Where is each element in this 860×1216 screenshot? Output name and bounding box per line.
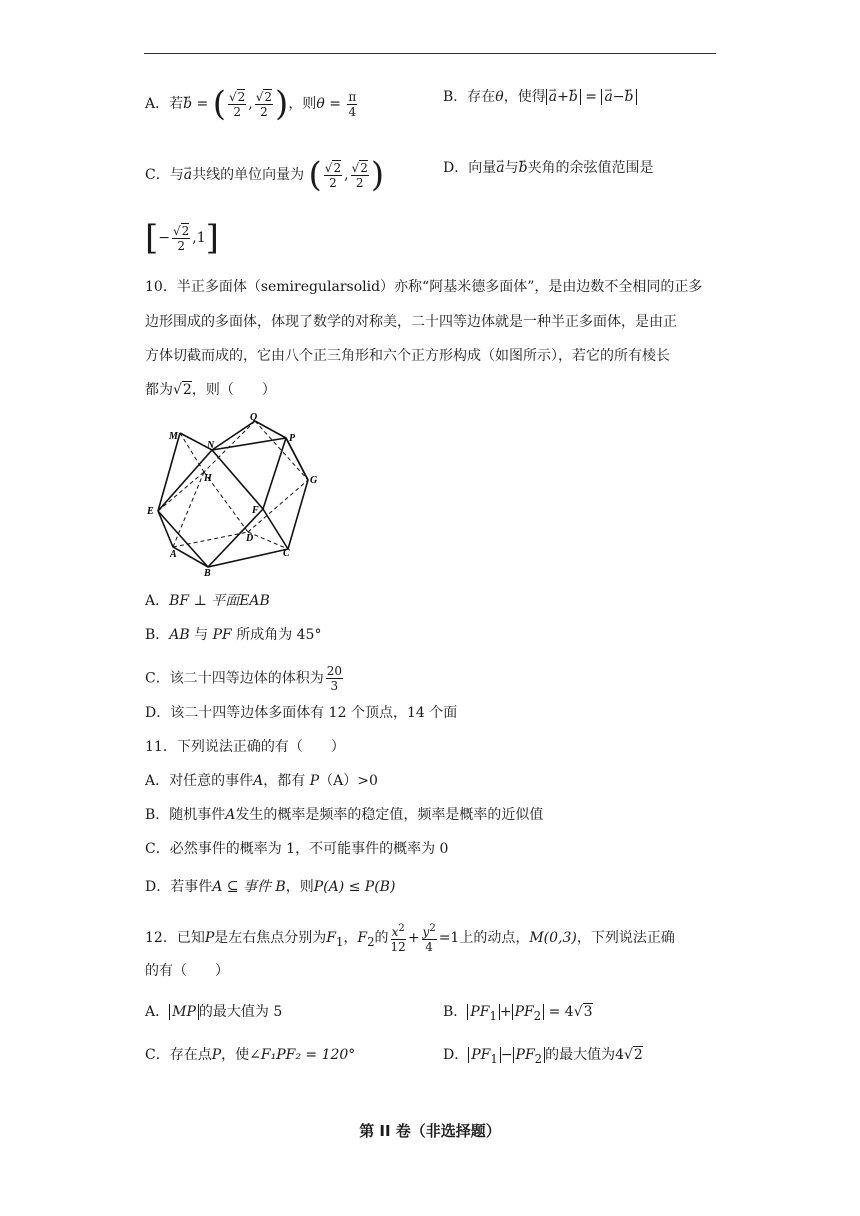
q10-option-b: B．AB 与 PF 所成角为 45° bbox=[145, 627, 322, 643]
q12-stem-line2: 的有（ ） bbox=[145, 963, 229, 979]
q9-option-d-range: [− $\frac{√2}{2}$ ,1] bbox=[145, 218, 219, 258]
q9-option-b: B．存在θ，使得→ a+→ b = → a−→ b bbox=[443, 87, 637, 107]
q9-option-c: C．与→ a共线的单位向量为 ( $\frac{√2}{2}$ , $\frac{√2}{2}$ ) bbox=[145, 158, 384, 192]
q12-option-b: B． $PF_1 + PF_2 = 4√3$ bbox=[443, 1004, 593, 1023]
vertex-label-q: Q bbox=[250, 412, 258, 423]
vertex-label-n: N bbox=[207, 440, 215, 451]
q11-option-b: B．随机事件A发生的概率是频率的稳定值，频率是概率的近似值 bbox=[145, 807, 544, 823]
vertex-label-g: G bbox=[310, 475, 318, 486]
q11-option-a: A．对任意的事件A，都有 P（A）>0 bbox=[145, 773, 378, 789]
vertex-label-m: M bbox=[169, 431, 178, 442]
polyhedron-figure bbox=[140, 410, 330, 580]
vertex-label-d: D bbox=[246, 533, 254, 544]
vertex-label-a: A bbox=[170, 549, 177, 560]
q9-option-a: A．若→ b = ( $\frac{√2}{2}$ , $\frac{√2}{2}$ )，则θ = $\frac{\pi}{4}$ bbox=[145, 87, 359, 121]
vertex-label-h: H bbox=[204, 473, 212, 484]
header-rule bbox=[144, 53, 716, 54]
q12-stem-line1: 12．已知P是左右焦点分别为$F_1$，$F_2$的 $\frac{x^2}{12}$ + $\frac{y^2}{4}$ =1上的动点，M(0,3)，下列说法正确 bbox=[145, 923, 675, 954]
q11-option-c: C．必然事件的概率为 1，不可能事件的概率为 0 bbox=[145, 841, 449, 857]
q12-option-a: A． MP 的最大值为 5 bbox=[145, 1004, 283, 1020]
q10-option-c: C．该二十四等边体的体积为 $\frac{20}{3}$ bbox=[145, 664, 342, 693]
q11-option-d: D．若事件A ⊆ 事件 B，则P(A) ≤ P(B) bbox=[145, 879, 396, 895]
q10-stem-line3: 方体切截而成的，它由八个正三角形和六个正方形构成（如图所示），若它的所有棱长 bbox=[145, 348, 670, 364]
q12-option-c: C．存在点P，使∠F₁PF₂ = 120° bbox=[145, 1047, 356, 1063]
q10-option-a: A．BF ⊥ 平面EAB bbox=[145, 593, 270, 609]
q11-stem: 11．下列说法正确的有（ ） bbox=[145, 739, 345, 755]
q10-stem-line1: 10．半正多面体（semiregularsolid）亦称“阿基米德多面体”，是由边数不全相同的正多 bbox=[145, 279, 703, 295]
vertex-label-f: F bbox=[252, 505, 259, 516]
vertex-label-p: P bbox=[289, 433, 296, 444]
section-title: 第 II 卷（非选择题） bbox=[359, 1122, 501, 1140]
vertex-label-e: E bbox=[147, 506, 154, 517]
q9-option-d: D．向量→ a与→ b夹角的余弦值范围是 bbox=[443, 158, 654, 178]
q10-stem-line4: 都为√2，则（ ） bbox=[145, 382, 276, 398]
q10-option-d: D．该二十四等边体多面体有 12 个顶点，14 个面 bbox=[145, 705, 458, 721]
q12-option-d: D． $PF_1 - PF_2$ 的最大值为4√2 bbox=[443, 1047, 643, 1066]
vertex-label-c: C bbox=[283, 548, 290, 559]
vertex-label-b: B bbox=[204, 568, 211, 579]
q10-stem-line2: 边形围成的多面体，体现了数学的对称美，二十四等边体就是一种半正多面体，是由正 bbox=[145, 314, 677, 330]
